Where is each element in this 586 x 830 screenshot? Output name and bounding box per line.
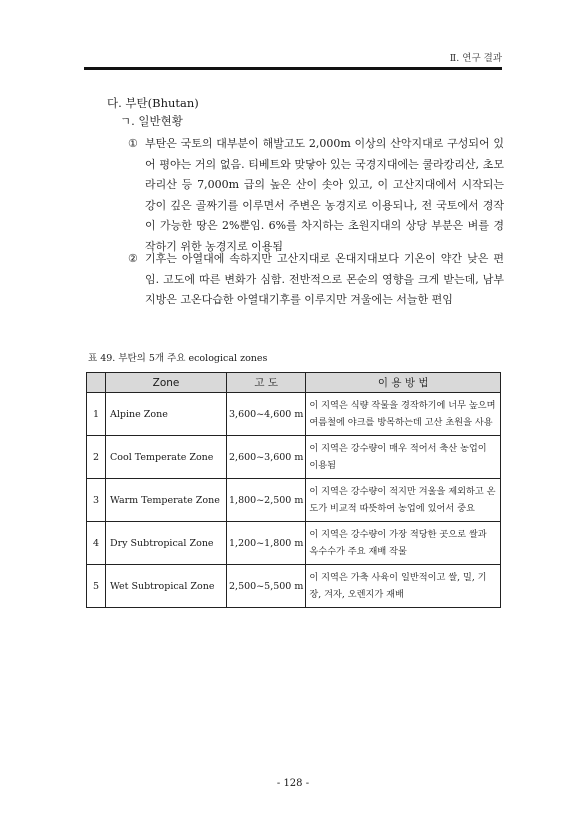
page-number: - 128 - [276,778,310,789]
table-header-row [87,373,501,393]
paragraph-2 [128,249,504,311]
altitude: 3,600~4,600 m [227,393,306,436]
table-row [87,565,501,608]
zone-name: Warm Temperate Zone [106,479,227,522]
paragraph-text: 부탄은 국토의 대부분이 해발고도 2,000m 이상의 산악지대로 구성되어 있어 평야는 거의 없음. 티베트와 맞닿아 있는 국경지대에는 쿨라캉리산, 초모라리산 등 7,000m 급의 높은 산이 솟아 있고, 이 고산지대에서 시작되는 강이 깊은 골짜기를 이루면서 주변은 농경지로 이용되나, 전 국토에서 경작이 가능한 땅은 2%뿐임. 6%를 차지하는 초원지대의 상당 부분은 벼를 경작하기 위한 농경지로 이용됨 [145,137,504,253]
usage: 이 지역은 강수량이 가장 적당한 곳으로 쌀과 옥수수가 주요 재배 작물 [306,522,501,565]
zone-name: Alpine Zone [106,393,227,436]
subsection-title: ㄱ. 일반현황 [120,114,183,128]
table-row [87,522,501,565]
table-row [87,393,501,436]
altitude: 2,600~3,600 m [227,436,306,479]
zone-name: Cool Temperate Zone [106,436,227,479]
altitude: 1,200~1,800 m [227,522,306,565]
ecological-zones-table [86,372,501,608]
zone-name: Dry Subtropical Zone [106,522,227,565]
table-row [87,479,501,522]
paragraph-1 [128,134,504,257]
table-row [87,436,501,479]
row-number: 1 [87,393,106,436]
row-number: 5 [87,565,106,608]
row-number: 2 [87,436,106,479]
table-caption: 표 49. 부탄의 5개 주요 ecological zones [88,353,268,364]
usage: 이 지역은 식량 작물을 경작하기에 너무 높으며 여름철에 야크를 방목하는데 고산 초원을 사용 [306,393,501,436]
section-title: 다. 부탄(Bhutan) [107,96,199,110]
paragraph-number: ① [128,137,138,150]
header-number [87,373,106,393]
running-header: Ⅱ. 연구 결과 [449,53,502,64]
zone-name: Wet Subtropical Zone [106,565,227,608]
paragraph-text: 기후는 아열대에 속하지만 고산지대로 온대지대보다 기온이 약간 낮은 편임. 고도에 따른 변화가 심함. 전반적으로 몬순의 영향을 크게 받는데, 남부지방은 고온다습한 아열대기후를 이루지만 겨울에는 서늘한 편임 [145,252,504,306]
usage: 이 지역은 강수량이 매우 적어서 축산 농업이 이용됨 [306,436,501,479]
row-number: 4 [87,522,106,565]
paragraph-number: ② [128,252,138,265]
header-zone: Zone [106,373,227,393]
header-usage: 이 용 방 법 [306,373,501,393]
altitude: 2,500~5,500 m [227,565,306,608]
altitude: 1,800~2,500 m [227,479,306,522]
usage: 이 지역은 가축 사육이 일반적이고 쌀, 밀, 기장, 겨자, 오렌지가 재배 [306,565,501,608]
usage: 이 지역은 강수량이 적지만 겨울을 제외하고 온도가 비교적 따뜻하여 농업에 있어서 중요 [306,479,501,522]
row-number: 3 [87,479,106,522]
header-rule [84,67,502,70]
header-altitude: 고 도 [227,373,306,393]
